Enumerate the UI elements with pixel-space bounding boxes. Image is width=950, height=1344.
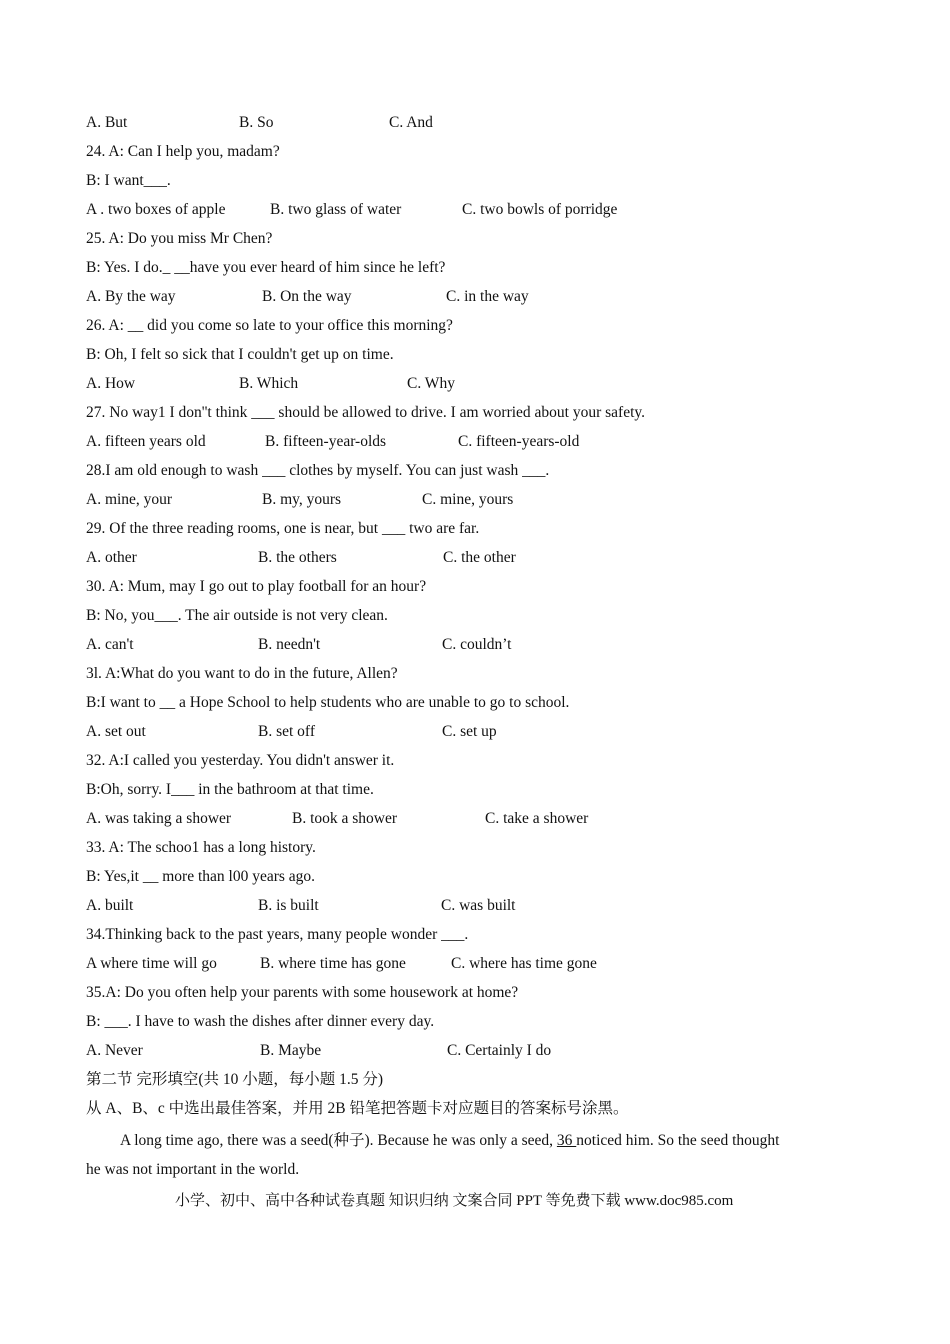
text-line: B: Yes. I do._ __have you ever heard of him since he left? bbox=[86, 259, 446, 276]
option-a: A. mine, your bbox=[86, 491, 173, 508]
text-line: 33. A: The schoo1 has a long history. bbox=[86, 839, 316, 856]
text-line: 27. No way1 I don''t think ___ should be allowed to drive. I am worried about your safety. bbox=[86, 404, 646, 421]
option-c: C. take a shower bbox=[485, 810, 589, 827]
option-a: A. But bbox=[86, 114, 128, 131]
option-c: C. in the way bbox=[446, 288, 529, 305]
text-line: 24. A: Can I help you, madam? bbox=[86, 143, 280, 160]
option-a: A. can't bbox=[86, 636, 134, 653]
option-c: C. couldn’t bbox=[442, 636, 512, 653]
option-b: B. two glass of water bbox=[270, 201, 402, 218]
text-line: B: No, you___. The air outside is not very clean. bbox=[86, 607, 388, 624]
option-b: B. my, yours bbox=[262, 491, 342, 508]
answer-options bbox=[86, 953, 866, 975]
answer-options bbox=[86, 808, 866, 830]
text-line: B:I want to __ a Hope School to help students who are unable to go to school. bbox=[86, 694, 570, 711]
passage-line-1 bbox=[120, 1130, 779, 1152]
text-line: B: I want___. bbox=[86, 172, 171, 189]
option-a: A. fifteen years old bbox=[86, 433, 206, 450]
text-line: 26. A: __ did you come so late to your office this morning? bbox=[86, 317, 453, 334]
answer-options bbox=[86, 895, 866, 917]
option-c: C. mine, yours bbox=[422, 491, 514, 508]
option-a: A . two boxes of apple bbox=[86, 201, 226, 218]
option-c: C. Why bbox=[407, 375, 455, 392]
answer-options bbox=[86, 547, 866, 569]
answer-options bbox=[86, 1040, 866, 1062]
text-line: 28.I am old enough to wash ___ clothes by myself. You can just wash ___. bbox=[86, 462, 550, 479]
answer-options bbox=[86, 112, 866, 134]
answer-options bbox=[86, 721, 866, 743]
text-line: 34.Thinking back to the past years, many people wonder ___. bbox=[86, 926, 469, 943]
answer-options bbox=[86, 373, 866, 395]
option-c: C. And bbox=[389, 114, 433, 131]
text-line: 32. A:I called you yesterday. You didn't answer it. bbox=[86, 752, 395, 769]
option-b: B. where time has gone bbox=[260, 955, 406, 972]
text-line: B: Oh, I felt so sick that I couldn't get up on time. bbox=[86, 346, 394, 363]
option-b: B. On the way bbox=[262, 288, 352, 305]
option-b: B. took a shower bbox=[292, 810, 398, 827]
option-a: A. How bbox=[86, 375, 136, 392]
passage-blank-36: 36 bbox=[556, 1132, 577, 1149]
text-line: 35.A: Do you often help your parents with some housework at home? bbox=[86, 984, 519, 1001]
answer-options bbox=[86, 431, 866, 453]
option-a: A. Never bbox=[86, 1042, 143, 1059]
option-b: B. needn't bbox=[258, 636, 321, 653]
text-line: B: ___. I have to wash the dishes after dinner every day. bbox=[86, 1013, 435, 1030]
option-a: A. built bbox=[86, 897, 134, 914]
text-line: 3l. A:What do you want to do in the future, Allen? bbox=[86, 665, 398, 682]
option-a: A where time will go bbox=[86, 955, 217, 972]
option-c: C. two bowls of porridge bbox=[462, 201, 618, 218]
answer-options bbox=[86, 286, 866, 308]
answer-options bbox=[86, 489, 866, 511]
answer-options bbox=[86, 634, 866, 656]
text-line: B: Yes,it __ more than l00 years ago. bbox=[86, 868, 316, 885]
option-b: B. is built bbox=[258, 897, 319, 914]
answer-options bbox=[86, 199, 866, 221]
option-b: B. the others bbox=[258, 549, 337, 566]
text-line: B:Oh, sorry. I___ in the bathroom at that time. bbox=[86, 781, 374, 798]
option-c: C. set up bbox=[442, 723, 497, 740]
option-b: B. Maybe bbox=[260, 1042, 322, 1059]
text-line: 29. Of the three reading rooms, one is near, but ___ two are far. bbox=[86, 520, 480, 537]
passage-line-2: he was not important in the world. bbox=[86, 1161, 300, 1178]
option-b: B. So bbox=[239, 114, 274, 131]
option-b: B. Which bbox=[239, 375, 299, 392]
passage-text-after: noticed him. So the seed thought bbox=[576, 1132, 780, 1149]
option-b: B. set off bbox=[258, 723, 315, 740]
text-line: 30. A: Mum, may I go out to play football for an hour? bbox=[86, 578, 427, 595]
option-c: C. was built bbox=[441, 897, 516, 914]
option-a: A. was taking a shower bbox=[86, 810, 232, 827]
option-a: A. By the way bbox=[86, 288, 176, 305]
option-a: A. set out bbox=[86, 723, 146, 740]
text-line: 从 A、B、c 中选出最佳答案，并用 2B 铅笔把答题卡对应题目的答案标号涂黑。 bbox=[86, 1100, 629, 1117]
option-c: C. the other bbox=[443, 549, 516, 566]
passage-text-before: A long time ago, there was a seed(种子). Because he was only a seed, bbox=[120, 1132, 557, 1149]
option-c: C. Certainly I do bbox=[447, 1042, 552, 1059]
option-b: B. fifteen-year-olds bbox=[265, 433, 387, 450]
text-line: 第二节 完形填空(共 10 小题，每小题 1.5 分) bbox=[86, 1071, 384, 1088]
page-footer: 小学、初中、高中各种试卷真题 知识归纳 文案合同 PPT 等免费下载 www.doc985.com bbox=[175, 1193, 734, 1209]
text-line: 25. A: Do you miss Mr Chen? bbox=[86, 230, 273, 247]
option-c: C. where has time gone bbox=[451, 955, 597, 972]
option-a: A. other bbox=[86, 549, 137, 566]
option-c: C. fifteen-years-old bbox=[458, 433, 580, 450]
